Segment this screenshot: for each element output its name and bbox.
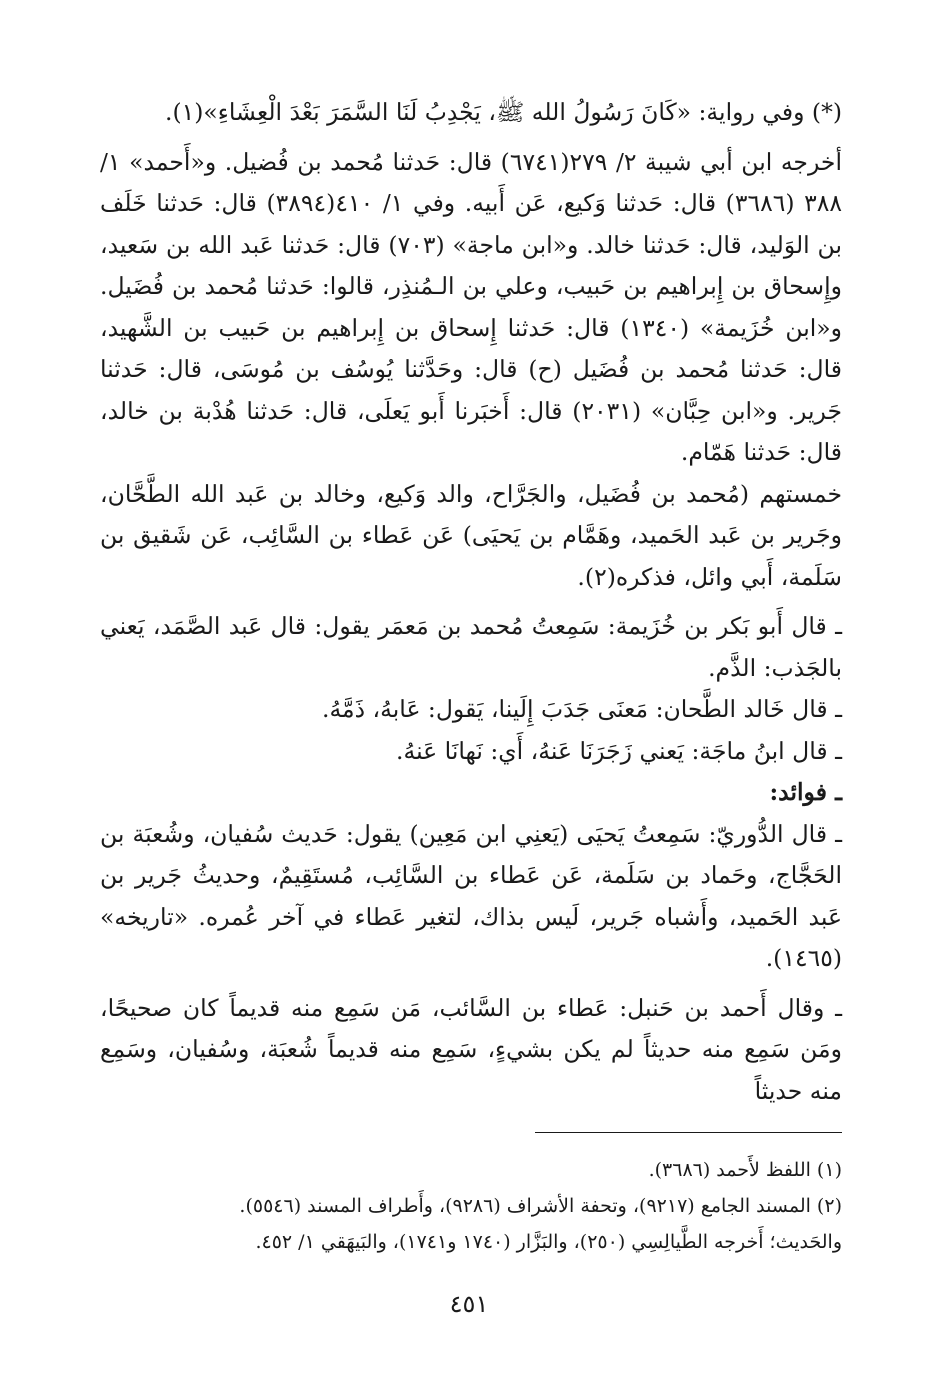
comment-ibn-khuzayma: ـ قال أَبو بَكر بن خُزَيمة: سَمِعتُ مُحمد بن مَعمَر يقول: قال عَبد الصَّمَد، يَعني بالجَذب: الذَّم. — [100, 612, 842, 682]
comment-duri: ـ قال الدُّوريّ: سَمِعتُ يَحيَى (يَعنِي ابن مَعِين) يقول: حَديث سُفيان، وشُعبَة بن الحَجَّاج، وحَماد بن سَلَمة، عَن عَطاء بن السَّائِب، مُستَقِيمٌ، وحديثُ جَرير بن عَبد الحَميد، وأَشباه جَرير، لَيس بذاك، لتغير عَطاء في آخر عُمره. «تاريخه» (١٤٦٥). — [100, 819, 842, 972]
comment-khalid-tahhan: ـ قال خَالد الطَّحان: مَعنَى جَدَبَ إِلَينا، يَقول: عَابهُ، ذَمَّهُ. — [321, 695, 842, 723]
comment-ibn-majah: ـ قال ابنُ ماجَة: يَعني زَجَرَنَا عَنهُ، أَي: نَهانَا عَنهُ. — [396, 736, 842, 765]
chain-summary-paragraph: خمستهم (مُحمد بن فُضَيل، والجَرَّاح، والد وَكيع، وخالد بن عَبد الله الطَّحَّان، وجَرير بن عَبد الحَميد، وهَمَّام بن يَحيَى) عَن عَطاء بن السَّائِب، عَن شَقيق بن سَلَمة، أَبي وائل، فذكره(٢). — [100, 479, 842, 591]
page-number: ٤٥١ — [449, 1290, 489, 1318]
footnotes — [100, 1152, 842, 1260]
footnote-2: (٢) المسند الجامع (٩٢١٧)، وتحفة الأشراف (٩٢٨٦)، وأَطراف المسند (٥٥٤٦). — [239, 1195, 842, 1217]
main-text — [100, 92, 842, 1112]
footnote-2-continued: والحَديث؛ أَخرجه الطَّيالِسِي (٢٥٠)، والبَزَّار (١٧٤٠ و١٧٤١)، والبَيهَقي ١/ ٤٥٢. — [255, 1231, 842, 1253]
benefits-heading: ـ فوائد: — [769, 778, 842, 806]
footnote-1: (١) اللفظ لأَحمد (٣٦٨٦). — [648, 1159, 842, 1181]
comment-ahmad-ibn-hanbal: ـ وقال أَحمد بن حَنبل: عَطاء بن السَّائب، مَن سَمِع منه قديماً كان صحيحًا، ومَن سَمِع منه حديثاً لم يكن بشيءٍ، سَمِع منه قديماً شُعبَة، وسُفيان، وسَمِع منه حديثاً — [100, 993, 842, 1105]
footnote-divider — [535, 1132, 842, 1133]
takhrij-paragraph: أخرجه ابن أبي شيبة ٢/ ٢٧٩(٦٧٤١) قال: حَدثنا مُحمد بن فُضيل. و«أَحمد» ١/ ٣٨٨ (٣٦٨٦) قال: حَدثنا وَكيع، عَن أَبيه. وفي ١/ ٤١٠(٣٨٩٤) قال: حَدثنا خَلَف بن الوَليد، قال: حَدثنا خالد. و«ابن ماجة» (٧٠٣) قال: حَدثنا عَبد الله بن سَعيد، وإِسحاق بن إِبراهيم بن حَبيب، وعلي بن الـمُنذِر، قالوا: حَدثنا مُحمد بن فُضَيل. و«ابن خُزَيمة» (١٣٤٠) قال: حَدثنا إِسحاق بن إِبراهيم بن حَبيب بن الشَّهيد، قال: حَدثنا مُحمد بن فُضَيل (ح) قال: وحَدَّثنا يُوسُف بن مُوسَى، قال: حَدثنا جَرير. و«ابن حِبَّان» (٢٠٣١) قال: أَخبَرنا أَبو يَعلَى، قال: حَدثنا هُدْبة بن خالد، قال: حَدثنا هَمّام. — [100, 147, 843, 466]
narration-variant: (*) وفي رواية: «كَانَ رَسُولُ الله ﷺ، يَجْدِبُ لَنَا السَّمَرَ بَعْدَ الْعِشَاءِ»(١). — [165, 98, 842, 126]
